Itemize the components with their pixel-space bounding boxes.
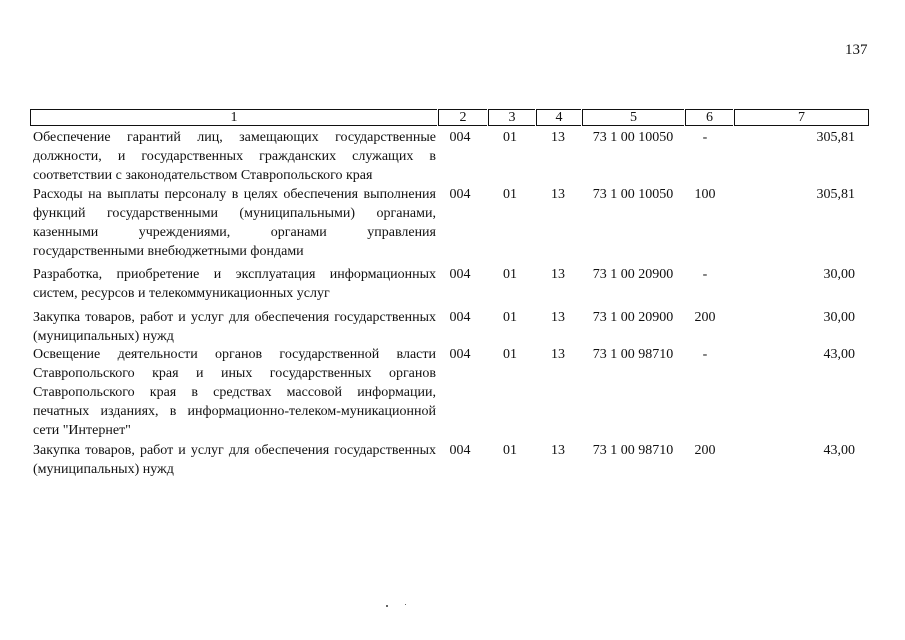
row-description: Обеспечение гарантий лиц, замещающих государственные должности, и государственных гражданских служащих в соответствии с законодательством Ставропольского края — [33, 130, 436, 183]
row-code-3: 01 — [503, 267, 517, 282]
row-amount: 30,00 — [823, 310, 855, 325]
row-code-5: 73 1 00 98710 — [592, 443, 674, 458]
page-number: 137 — [845, 42, 868, 58]
row-code-4: 13 — [551, 347, 565, 362]
header-cell-5: 5 — [582, 109, 684, 126]
header-cell-7: 7 — [734, 109, 869, 126]
row-description: Разработка, приобретение и эксплуатация информационных систем, ресурсов и телекоммуникационных услуг — [33, 267, 436, 301]
row-code-4: 13 — [551, 130, 565, 145]
row-code-6: - — [702, 267, 708, 282]
row-code-2: 004 — [449, 443, 471, 458]
row-code-6: 200 — [694, 443, 716, 458]
row-code-3: 01 — [503, 130, 517, 145]
row-code-3: 01 — [503, 310, 517, 325]
header-cell-3: 3 — [488, 109, 535, 126]
row-code-2: 004 — [449, 347, 471, 362]
header-cell-2: 2 — [438, 109, 487, 126]
row-code-5: 73 1 00 10050 — [592, 187, 674, 202]
row-code-3: 01 — [503, 187, 517, 202]
row-amount: 43,00 — [823, 443, 855, 458]
row-description: Расходы на выплаты персоналу в целях обеспечения выполнения функций государственными (муниципальными) органами, казенными учреждениями, органами управления государственными внебюджетными фондами — [33, 187, 436, 259]
row-code-4: 13 — [551, 187, 565, 202]
row-code-2: 004 — [449, 130, 471, 145]
row-code-3: 01 — [503, 347, 517, 362]
row-code-5: 73 1 00 10050 — [592, 130, 674, 145]
table-header-row — [30, 109, 870, 126]
row-amount: 43,00 — [823, 347, 855, 362]
row-code-3: 01 — [503, 443, 517, 458]
row-code-4: 13 — [551, 310, 565, 325]
row-amount: 305,81 — [816, 187, 855, 202]
header-cell-4: 4 — [536, 109, 581, 126]
scan-speck — [386, 605, 388, 607]
header-cell-6: 6 — [685, 109, 733, 126]
row-code-6: 200 — [694, 310, 716, 325]
row-code-5: 73 1 00 20900 — [592, 267, 674, 282]
row-code-6: 100 — [694, 187, 716, 202]
scan-speck — [405, 604, 406, 605]
row-description: Закупка товаров, работ и услуг для обеспечения государственных (муниципальных) нужд — [33, 443, 436, 477]
row-amount: 30,00 — [823, 267, 855, 282]
row-code-5: 73 1 00 98710 — [592, 347, 674, 362]
row-description: Освещение деятельности органов государственной власти Ставропольского края и иных государственных органов Ставропольского края в средствах массовой информации, печатных изданиях, в информационно-телеком-муникационной сети "Интернет" — [33, 347, 436, 438]
row-code-6: - — [702, 347, 708, 362]
row-code-5: 73 1 00 20900 — [592, 310, 674, 325]
row-description: Закупка товаров, работ и услуг для обеспечения государственных (муниципальных) нужд — [33, 310, 436, 344]
row-code-4: 13 — [551, 443, 565, 458]
row-amount: 305,81 — [816, 130, 855, 145]
row-code-4: 13 — [551, 267, 565, 282]
row-code-2: 004 — [449, 310, 471, 325]
row-code-6: - — [702, 130, 708, 145]
row-code-2: 004 — [449, 267, 471, 282]
row-code-2: 004 — [449, 187, 471, 202]
header-cell-1: 1 — [30, 109, 437, 126]
